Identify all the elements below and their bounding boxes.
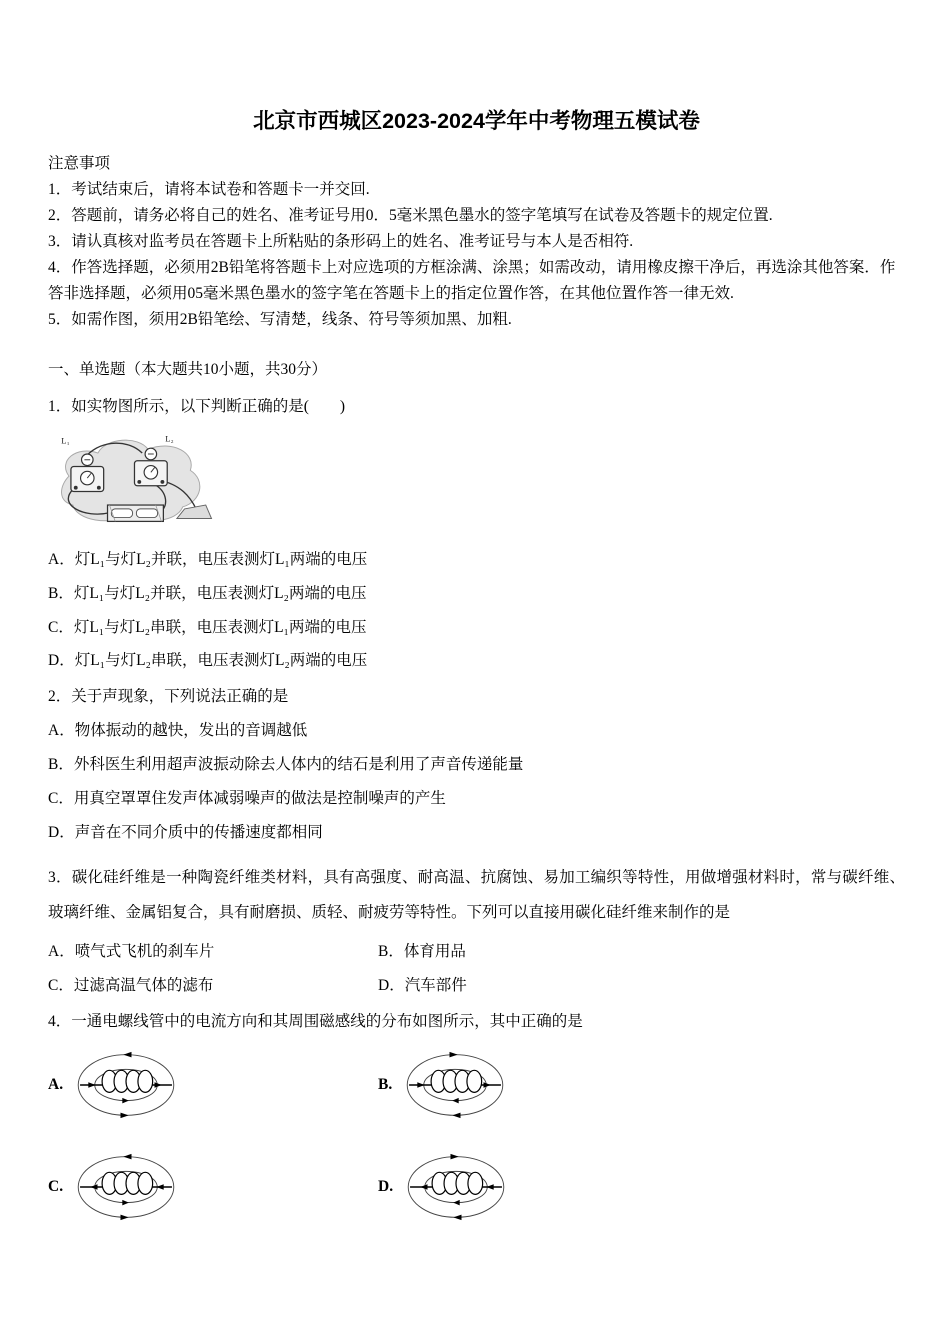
- question-4-option-c-label: C.: [48, 1177, 64, 1195]
- question-2-option-b: B．外科医生利用超声波振动除去人体内的结石是利用了声音传递能量: [48, 756, 524, 774]
- notes-section: [48, 151, 905, 333]
- question-2-option-a: A．物体振动的越快，发出的音调越低: [48, 722, 308, 740]
- question-4-option-b: [378, 1051, 905, 1119]
- page-title: 北京市西城区2023-2024学年中考物理五模试卷: [253, 109, 700, 133]
- solenoid-diagram-a: [75, 1051, 177, 1119]
- question-3-option-d: D．汽车部件: [378, 976, 467, 994]
- question-4-option-a-label: A.: [48, 1075, 64, 1093]
- question-1: [48, 394, 905, 675]
- question-3-option-b: B．体育用品: [378, 942, 466, 960]
- solenoid-diagram-d: [405, 1153, 507, 1221]
- question-3: [48, 860, 905, 999]
- question-4-text: 4．一通电螺线管中的电流方向和其周围磁感线的分布如图所示，其中正确的是: [48, 1012, 583, 1030]
- solenoid-diagram-c: [75, 1153, 177, 1221]
- coil: [431, 1070, 482, 1092]
- note-item-3: 3．请认真核对监考员在答题卡上所粘贴的条形码上的姓名、准考证号与本人是否相符.: [48, 233, 634, 251]
- note-item-2: 2．答题前，请务必将自己的姓名、准考证号用0．5毫米黑色墨水的签字笔填写在试卷及答题卡的规定位置.: [48, 207, 773, 225]
- note-item-5: 5．如需作图，须用2B铅笔绘、写清楚，线条、符号等须加黑、加粗.: [48, 311, 512, 329]
- question-3-option-c: C．过滤高温气体的滤布: [48, 976, 214, 994]
- question-4-figures: [48, 1051, 905, 1221]
- question-2-option-d: D．声音在不同介质中的传播速度都相同: [48, 823, 323, 841]
- question-4-option-b-label: B.: [378, 1075, 393, 1093]
- battery-pack: [108, 505, 164, 521]
- question-4-option-c: [48, 1153, 378, 1221]
- question-2: [48, 684, 905, 846]
- question-4-option-d: [378, 1153, 905, 1221]
- coil: [102, 1070, 153, 1092]
- circuit-photo-svg: [48, 428, 220, 532]
- question-3-text: 3．碳化硅纤维是一种陶瓷纤维类材料，具有高强度、耐高温、抗腐蚀、易加工编织等特性，用做增强材料时，常与碳纤维、玻璃纤维、金属铝复合，具有耐磨损、质轻、耐疲劳等特性。下列可以直接用碳化硅纤维来制作的是: [48, 868, 905, 922]
- question-1-option-d: D．灯L₁与灯L₂串联，电压表测灯L₂两端的电压: [48, 652, 368, 670]
- coil: [432, 1172, 483, 1194]
- lamp-1-label: L₁: [61, 435, 70, 446]
- question-3-option-a: A．喷气式飞机的刹车片: [48, 942, 215, 960]
- section-heading: 一、单选题（本大题共10小题，共30分）: [48, 361, 328, 379]
- notes-heading: 注意事项: [48, 155, 111, 172]
- circuit-photo: [48, 428, 905, 532]
- question-4-option-d-label: D.: [378, 1177, 394, 1195]
- coil: [102, 1172, 153, 1194]
- note-item-1: 1．考试结束后，请将本试卷和答题卡一并交回.: [48, 181, 370, 199]
- question-2-text: 2．关于声现象，下列说法正确的是: [48, 688, 289, 706]
- lamp-2-label: L₂: [165, 433, 174, 444]
- question-4: [48, 1009, 905, 1221]
- question-3-options: [48, 931, 905, 999]
- solenoid-diagram-b: [404, 1051, 506, 1119]
- question-1-text: 1．如实物图所示，以下判断正确的是( ): [48, 397, 346, 415]
- question-4-option-a: [48, 1051, 378, 1119]
- question-1-option-a: A．灯L₁与灯L₂并联，电压表测灯L₁两端的电压: [48, 550, 368, 568]
- note-item-4: 4．作答选择题，必须用2B铅笔将答题卡上对应选项的方框涂满、涂黑；如需改动，请用橡皮擦干净后，再选涂其他答案．作答非选择题，必须用05毫米黑色墨水的签字笔在答题卡上的指定位置作答，在其他位置作答一律无效.: [48, 259, 896, 303]
- question-1-option-c: C．灯L₁与灯L₂串联，电压表测灯L₁两端的电压: [48, 618, 367, 636]
- question-2-option-c: C．用真空罩罩住发声体减弱噪声的做法是控制噪声的产生: [48, 790, 446, 808]
- question-1-option-b: B．灯L₁与灯L₂并联，电压表测灯L₂两端的电压: [48, 584, 367, 602]
